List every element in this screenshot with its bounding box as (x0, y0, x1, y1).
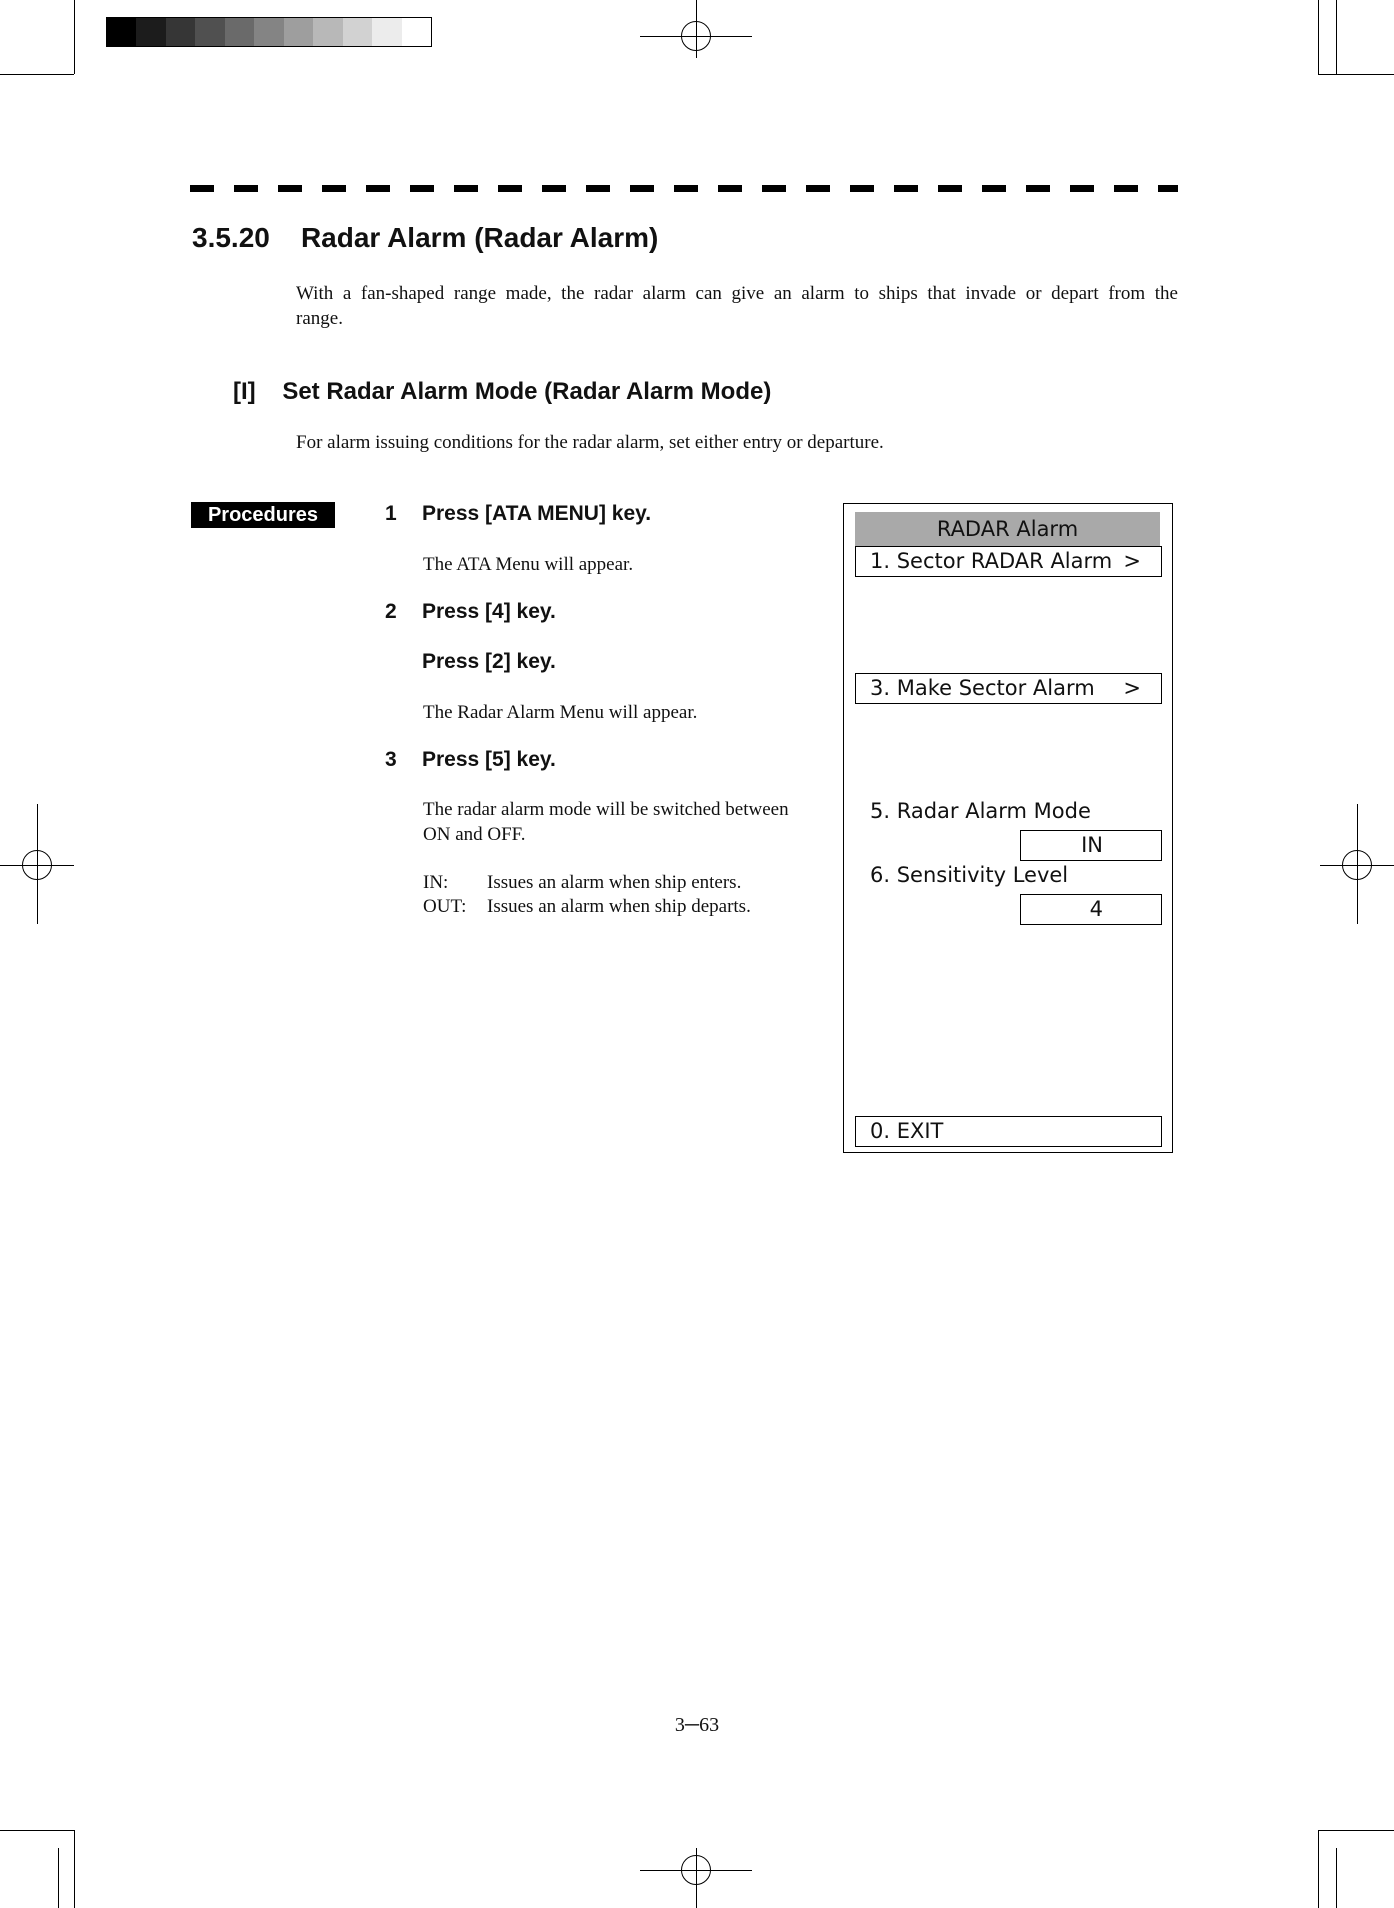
menu-item-sector-radar-alarm[interactable] (855, 546, 1162, 577)
menu-item-radar-alarm-mode[interactable]: 5. Radar Alarm Mode (870, 799, 1091, 823)
procedures-badge: Procedures (191, 502, 335, 528)
menu-item-exit[interactable]: 0. EXIT (855, 1116, 1162, 1147)
step-1-note: The ATA Menu will appear. (423, 554, 634, 575)
step-2-number: 2 (385, 600, 397, 623)
step-3-note-line1: The radar alarm mode will be switched between (423, 799, 789, 820)
step-1-text: Press [ATA MENU] key. (422, 502, 652, 525)
radar-alarm-menu-panel (843, 503, 1173, 1153)
menu-item-make-sector-alarm[interactable] (855, 673, 1162, 704)
section-dashed-rule (190, 185, 1178, 192)
menu-title: RADAR Alarm (855, 512, 1160, 546)
section-title: 3.5.20 Radar Alarm (Radar Alarm) (192, 222, 659, 253)
step-1-number: 1 (385, 502, 397, 525)
mode-in-label: IN: (423, 872, 449, 893)
step-3-text: Press [5] key. (422, 748, 556, 771)
sensitivity-level-value[interactable]: 4 (1020, 894, 1162, 925)
menu-item-sensitivity-level[interactable]: 6. Sensitivity Level (870, 863, 1069, 887)
mode-out-label: OUT: (423, 896, 467, 917)
subsection-title: [I] Set Radar Alarm Mode (Radar Alarm Mode) (233, 378, 772, 405)
step-2-text-a: Press [4] key. (422, 600, 556, 623)
subsection-description: For alarm issuing conditions for the radar alarm, set either entry or departure. (296, 432, 884, 453)
chevron-right-icon: > (1123, 549, 1141, 573)
step-2-text-b: Press [2] key. (422, 650, 556, 673)
step-2-note: The Radar Alarm Menu will appear. (423, 702, 698, 723)
mode-out-description: Issues an alarm when ship departs. (487, 896, 751, 917)
chevron-right-icon: > (1123, 676, 1141, 700)
section-intro-line1: With a fan-shaped range made, the radar alarm can give an alarm to ships that invade or depart from the (296, 283, 1178, 304)
step-3-number: 3 (385, 748, 397, 771)
menu-item-label: 3. Make Sector Alarm (870, 676, 1095, 700)
mode-in-description: Issues an alarm when ship enters. (487, 872, 742, 893)
page-number: 3─63 (674, 1714, 720, 1736)
radar-alarm-mode-value[interactable]: IN (1020, 830, 1162, 861)
menu-item-label: 1. Sector RADAR Alarm (870, 549, 1113, 573)
grayscale-calibration-bar (106, 17, 432, 47)
step-3-note-line2: ON and OFF. (423, 824, 526, 845)
section-intro-line2: range. (296, 308, 343, 329)
